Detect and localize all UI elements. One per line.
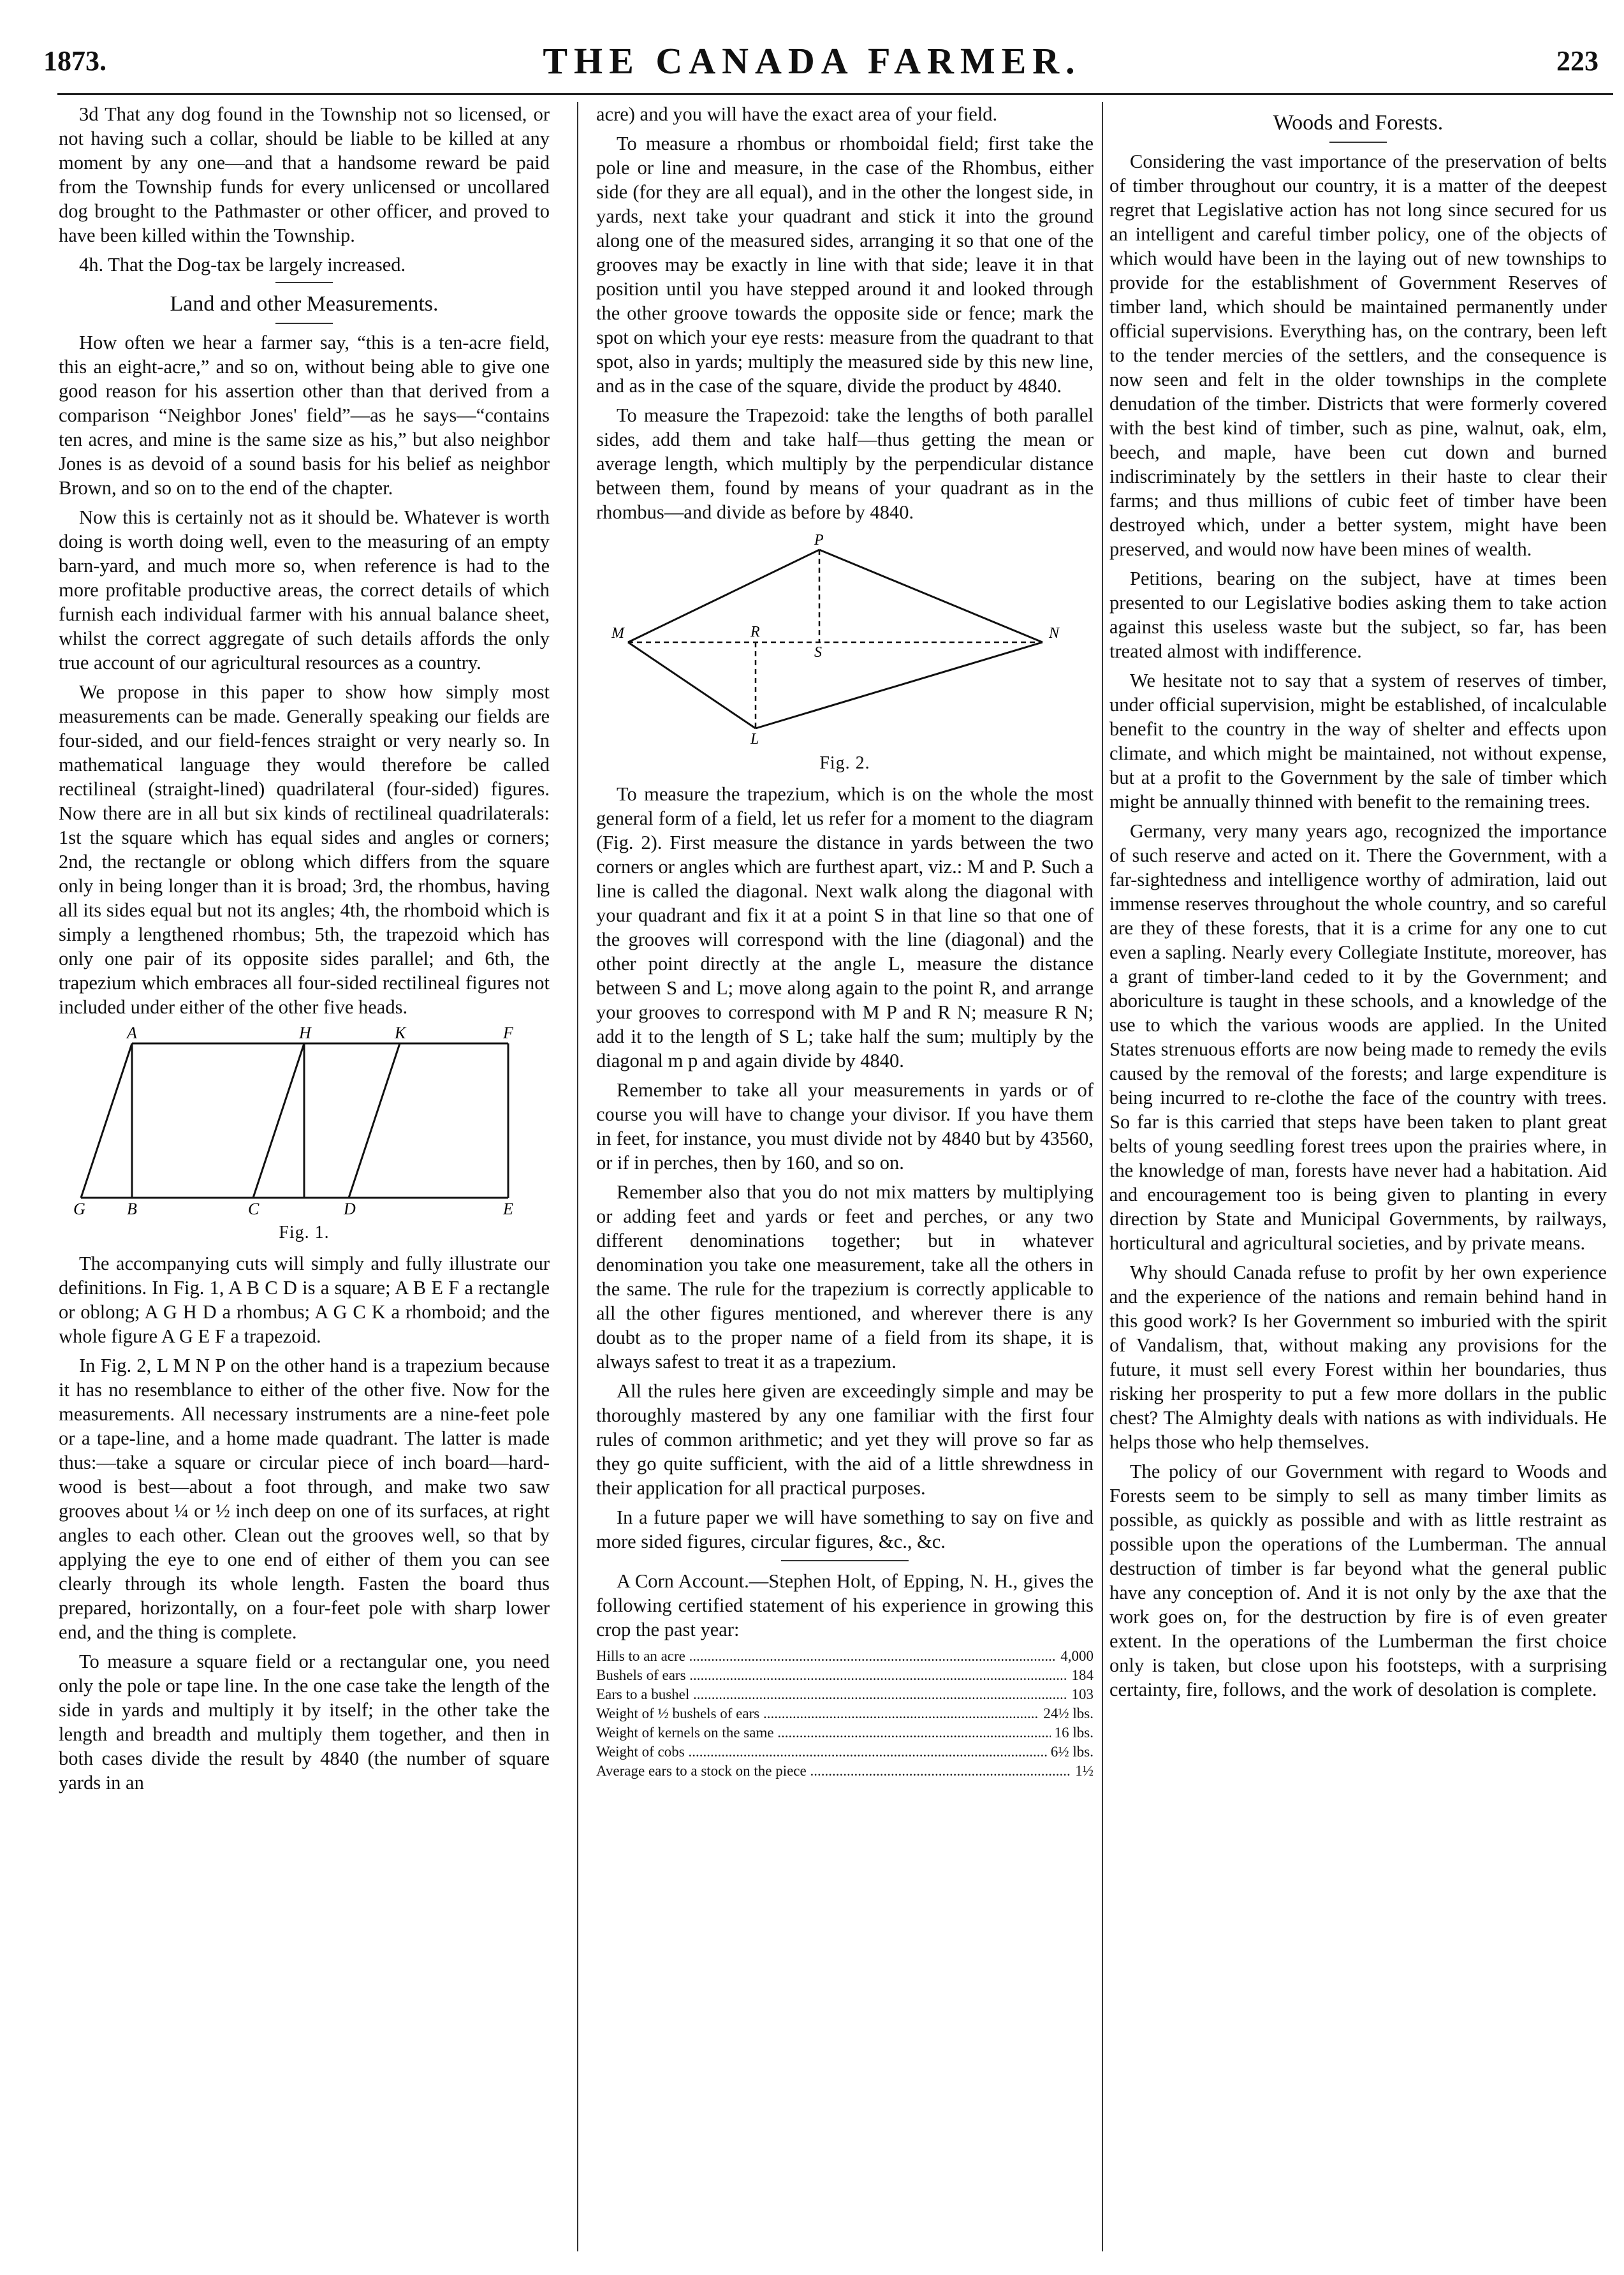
table-row [596, 1723, 1094, 1742]
separator [781, 1560, 909, 1561]
column-3 [1109, 102, 1607, 2258]
fig1-label: B [127, 1200, 137, 1217]
paragraph: acre) and you will have the exact area of your field. [596, 103, 998, 125]
fig2-label: N [1049, 625, 1060, 642]
header-rule [57, 93, 1613, 95]
masthead-title: THE CANADA FARMER. [543, 40, 1081, 82]
row-label: Weight of kernels on the same ..... [596, 1723, 1051, 1742]
separator [275, 282, 333, 283]
row-value: 4,000 [1060, 1648, 1094, 1664]
row-value: 24½ lbs. [1043, 1705, 1094, 1721]
fig1-label: K [395, 1026, 406, 1042]
header-year: 1873. [43, 45, 106, 77]
column-rule [577, 102, 578, 2251]
paragraph: How often we hear a farmer say, “this is a ten-acre field, this an eight-acre,” and so on, without being able to give one good reason for his assertion other than that derived from a comparison “Neighbor Jones' field”—as he says—“contains ten acres, and mine is the same size as his,” but also neighbor Jones is as devoid of a sound basis for his belief as neighbor Brown, and so on to the end of the chapter. [59, 332, 550, 499]
row-value: 103 [1071, 1686, 1094, 1702]
row-value: 1½ [1075, 1763, 1094, 1779]
paragraph: A Corn Account.—Stephen Holt, of Epping, N. H., gives the following certified statement of his experience in growing this crop the past year: [596, 1570, 1094, 1640]
paragraph: Petitions, bearing on the subject, have at times been presented to our Legislative bodies asking them to take action against this useless waste but the subject, so far, has been treated almost with indifference. [1109, 568, 1607, 662]
paragraph: Why should Canada refuse to profit by her own experience and the experience of the nations and remain behind hand in this good work? Is her Government so imburied with the spirit of Vandalism, that, without making any provisions for the future, it must sell every Forest within her boundaries, thus risking her prosperity to put a few more dollars in the public chest? The Almighty deals with nations as with individuals. He helps those who help themselves. [1109, 1262, 1607, 1453]
figure-1-caption: Fig. 1. [279, 1223, 330, 1242]
table-row [596, 1742, 1094, 1762]
figure-1 [68, 1026, 540, 1217]
paragraph: Remember to take all your measurements in yards or of course you will have to change your divisor. If you have them in feet, for instance, you must divide not by 4840 but by 43560, or if in perches, then by 160, and so on. [596, 1079, 1094, 1174]
paragraph: Considering the vast importance of the preservation of belts of timber throughout our country, it is a matter of the deepest regret that Legislative action has not long since secured for us an intelligent and careful timber policy, one of the objects of which would have been in the laying out of new townships to provide for the establishment of Government Reserves of timber land, which should be maintained permanently under official supervisions. Everything has, on the contrary, been left to the tender mercies of the settlers, and the consequence is now seen and felt in the older townships in the complete denudation of the timber. Districts that were formerly covered with the best kind of timber, such as pine, walnut, oak, elm, beech, and maple, have been cut down and burned indiscriminately by the settlers in their haste to clear their farms; and thus millions of cubic feet of timber have been destroyed which, under a better system, might have been preserved, and would now have been mines of wealth. [1109, 151, 1607, 560]
fig2-label: L [750, 731, 759, 747]
paragraph: To measure the trapezium, which is on the whole the most general form of a field, let us refer for a moment to the diagram (Fig. 2). First measure the distance in yards between the two corners or angles which are furthest apart, viz.: M and P. Such a line is called the diagonal. Next walk along the diagonal with your quadrant and fix it at a point S in that line so that one of the grooves will correspond with the line (diagonal) and the other point directly at the angle L, measure the distance between S and L; move along again to the point R, and arrange your grooves to correspond with M P and R N; measure R N; add it to the length of S L; take half the sum; multiply by the diagonal m p and again divide by 4840. [596, 783, 1094, 1071]
paragraph: In Fig. 2, L M N P on the other hand is a trapezium because it has no resemblance to either of the other five. Now for the measurements. All necessary instruments are a nine-feet pole or a tape-line, and a home made quadrant. The latter is made thus:—take a square or circular piece of inch board—hard-wood is best—about a foot through, and make two saw grooves about ¼ or ½ inch deep on one of its surfaces, at right angles to each other. Clean out the grooves well, so that by applying the eye to one end of either of them you can see clearly through its whole length. Fasten the board thus prepared, horizontally, on a four-feet pole with sharp lower end, and the thing is complete. [59, 1355, 550, 1643]
row-value: 6½ lbs. [1050, 1744, 1094, 1760]
paragraph: The policy of our Government with regard to Woods and Forests seem to be simply to sell as many timber limits as possible, as quickly as possible and with as little restraint as possible upon the operations of the Lumberman. The annual destruction of timber is far beyond what the general public have any conception of. And it is not only by the axe that the work goes on, for the destruction by fire is of even greater extent. In the operations of the Lumberman the first choice only is taken, but close upon his footsteps, with a surprising certainty, fire, follows, and the work of desolation is complete. [1109, 1461, 1607, 1700]
figure-2-caption: Fig. 2. [819, 753, 870, 773]
row-label: Bushels of ears ..... [596, 1666, 1068, 1685]
fig2-label: S [814, 644, 822, 661]
paragraph: 3d That any dog found in the Township not so licensed, or not having such a collar, should be liable to be killed at any moment by any one—and that a handsome reward be paid from the Township funds for every unlicensed or uncollared dog brought to the Pathmaster or other officer, and proved to have been killed within the Township. [59, 103, 550, 246]
paragraph: In a future paper we will have something to say on five and more sided figures, circular figures, &c., &c. [596, 1506, 1094, 1552]
row-label: Weight of cobs ..... [596, 1742, 1047, 1762]
figure-2-diagram [603, 531, 1087, 747]
fig1-label: D [344, 1200, 356, 1217]
fig1-label: H [299, 1026, 311, 1042]
column-2 [596, 102, 1094, 2258]
fig2-label: P [814, 532, 824, 549]
row-value: 16 lbs. [1054, 1725, 1094, 1741]
paragraph: To measure a square field or a rectangular one, you need only the pole or tape line. In the one case take the length of the side in yards and multiply it by itself; in the other take the length and breadth and multiply them together, and then in both cases divide the result by 4840 (the number of square yards in an [59, 1651, 550, 1793]
fig1-label: F [503, 1026, 513, 1042]
paragraph: The accompanying cuts will simply and fully illustrate our definitions. In Fig. 1, A B C D is a square; A B E F a rectangle or oblong; A G H D a rhombus; A G C K a rhomboid; and the whole figure A G E F a trapezoid. [59, 1253, 550, 1347]
table-row [596, 1647, 1094, 1666]
fig1-label: E [503, 1200, 513, 1217]
paragraph: Now this is certainly not as it should be. Whatever is worth doing is worth doing well, even to the measuring of an empty barn-yard, and much more so, when reference is had to the more profitable productive areas, the correct details of which furnish each individual farmer with his annual balance sheet, whilst the correct aggregate of such details affords the only true account of our agricultural resources as a country. [59, 506, 550, 674]
fig2-label: M [611, 625, 624, 642]
paragraph: All the rules here given are exceedingly simple and may be thoroughly mastered by any one familiar with the first four rules of common arithmetic; and yet they will prove so far as they go quite sufficient, with the aid of a little shrewdness in their application for all practical purposes. [596, 1380, 1094, 1499]
fig1-label: A [127, 1026, 137, 1042]
paragraph: Remember also that you do not mix matters by multiplying or adding feet and yards or feet and perches, or any two different denominations together; but in whatever denomination you take one measurement, take all the others in the same. The rule for the trapezium is correctly applicable to all the other figures mentioned, and wherever there is any doubt as to the proper name of a field from its shape, it is always safest to treat it as a trapezium. [596, 1181, 1094, 1373]
fig2-label: R [750, 624, 760, 640]
corn-account-table [596, 1647, 1094, 1781]
figure-2 [603, 531, 1087, 747]
table-row [596, 1666, 1094, 1685]
paragraph: To measure the Trapezoid: take the lengths of both parallel sides, add them and take half—thus getting the mean or average length, which multiply by the perpendicular distance between them, found by means of your quadrant as in the rhombus—and divide as before by 4840. [596, 404, 1094, 523]
fig1-label: G [73, 1200, 85, 1217]
column-1 [59, 102, 550, 2258]
row-label: Weight of ½ bushels of ears ..... [596, 1704, 1039, 1723]
separator [275, 323, 333, 324]
paragraph: Germany, very many years ago, recognized the importance of such reserve and acted on it. There the Government, with a far-sightedness and intelligence worthy of admiration, laid out immense reserves throughout the whole country, and so careful are they of these forests, that it is a crime for any one to cut even a sapling. Nearly every Collegiate Institute, moreover, has a grant of timber-land ceded to it by the Government; and aboriculture is taught in these schools, and a knowledge of the use to which the various woods are applied. In the United States strenuous efforts are now being made to remedy the evils caused by the removal of the forests; and large expenditure is being incurred to re-clothe the face of the country with trees. So far is this carried that steps have been taken to plant great belts of young seedling forest trees upon the prairies where, in the knowledge of man, forests have never had a habitation. Aid and encouragement too is being given to planting in every direction by State and Municipal Governments, by railways, horticultural and agricultural societies, and by private means. [1109, 820, 1607, 1254]
paragraph: We hesitate not to say that a system of reserves of timber, under official supervision, might be established, of incalculable benefit to the country in the way of shelter and effects upon climate, and which might be maintained, not without expense, but at a profit to the Government by the sale of timber which might be annually thinned with benefit to the remaining trees. [1109, 670, 1607, 813]
table-row [596, 1685, 1094, 1704]
separator [1329, 142, 1387, 143]
row-value: 184 [1071, 1667, 1094, 1683]
row-label: Average ears to a stock on the piece ..... [596, 1762, 1071, 1781]
row-label: Hills to an acre ..... [596, 1647, 1057, 1666]
article-heading: Land and other Measurements. [170, 292, 439, 316]
table-row [596, 1762, 1094, 1781]
figure-1-diagram [68, 1026, 540, 1217]
row-label: Ears to a bushel ..... [596, 1685, 1068, 1704]
table-row [596, 1704, 1094, 1723]
paragraph: To measure a rhombus or rhomboidal field; first take the pole or line and measure, in the case of the Rhombus, either side (for they are all equal), and in the other the longest side, in yards, next take your quadrant and stick it into the ground along one of the measured sides, arranging it so that one of the grooves may be exactly in line with that side; leave it in that position until you have stepped around it and looked through the other groove towards the opposite side or fence; mark the spot on which your eye rests: measure from the quadrant to that spot, also in yards; multiply the measured side by this new line, and as in the case of the square, divide the product by 4840. [596, 133, 1094, 397]
fig1-label: C [248, 1200, 260, 1217]
page-number: 223 [1556, 45, 1598, 77]
column-rule [1102, 102, 1103, 2251]
paragraph: We propose in this paper to show how simply most measurements can be made. Generally speaking our fields are four-sided, and our field-fences straight or very nearly so. In mathematical language they would therefore be called rectilineal (straight-lined) quadrilateral (four-sided) figures. Now there are in all but six kinds of rectilineal quadrilaterals: 1st the square which has equal sides and angles or corners; 2nd, the rectangle or oblong which differs from the square only in being longer than it is broad; 3rd, the rhombus, having all its sides equal but not its angles; 4th, the rhomboid which is simply a lengthened rhombus; 5th, the trapezoid which has only one pair of its opposite sides parallel; and 6th, the trapezium which embraces all four-sided rectilineal figures not included under either of the other five heads. [59, 681, 550, 1018]
article-heading: Woods and Forests. [1273, 111, 1444, 135]
paragraph: 4h. That the Dog-tax be largely increased. [79, 254, 406, 276]
